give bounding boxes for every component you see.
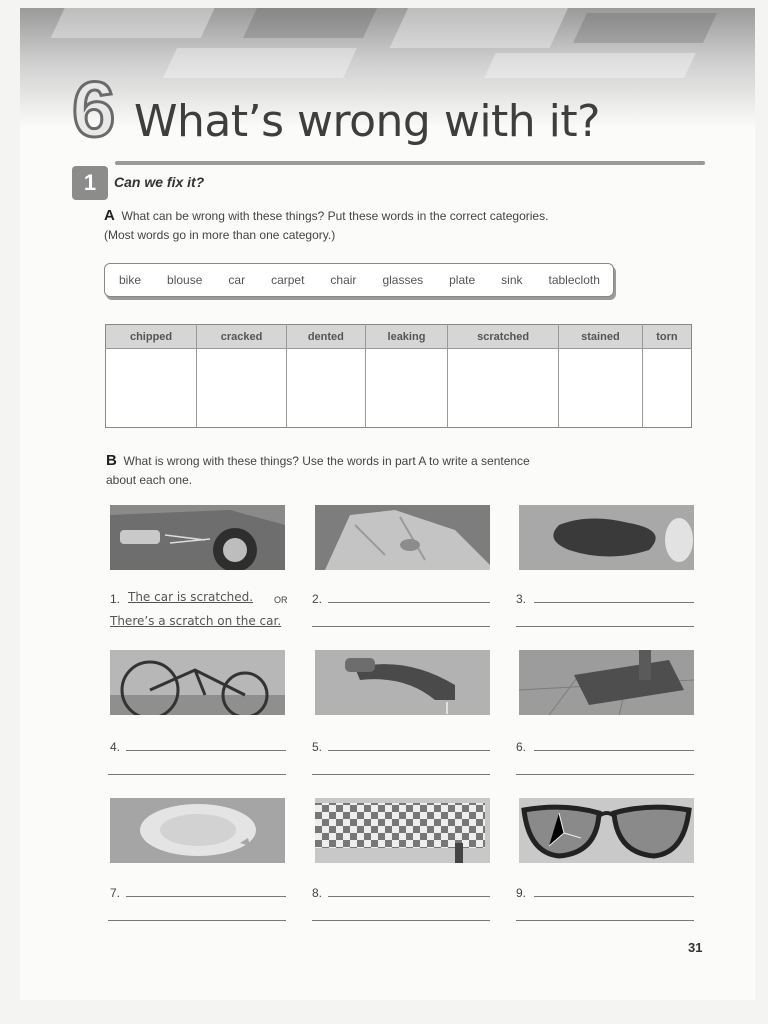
page-title: What’s wrong with it? (134, 96, 601, 147)
item-number: 8. (312, 886, 323, 900)
photo-broken-chair (519, 650, 694, 715)
category-answer-cell[interactable] (559, 349, 643, 428)
item-number: 9. (516, 886, 527, 900)
word-item: blouse (167, 273, 203, 287)
example-answer-1: The car is scratched. (128, 590, 254, 604)
answer-line[interactable] (108, 774, 286, 775)
category-header-row (106, 325, 692, 349)
answer-line[interactable] (328, 750, 490, 751)
workbook-page (20, 8, 755, 1000)
answer-line[interactable] (516, 626, 694, 627)
category-answer-cell[interactable] (197, 349, 287, 428)
category-header: scratched (448, 325, 559, 349)
part-b-line1: What is wrong with these things? Use the words in part A to write a sentence (123, 454, 530, 468)
answer-line[interactable] (534, 750, 694, 751)
category-header: leaking (365, 325, 447, 349)
word-item: plate (449, 273, 476, 287)
item-number: 3. (516, 592, 527, 606)
item-number: 2. (312, 592, 323, 606)
answer-line[interactable] (516, 920, 694, 921)
photo-stained-blouse (315, 505, 490, 570)
part-a-instructions (104, 206, 548, 245)
answer-line[interactable] (126, 896, 286, 897)
unit-number: 6 (72, 65, 116, 153)
category-answer-cell[interactable] (286, 349, 365, 428)
section-divider (115, 161, 705, 165)
example-or: OR (274, 595, 288, 605)
word-item: carpet (271, 273, 305, 287)
category-header: chipped (106, 325, 197, 349)
photo-scratched-car (110, 505, 285, 570)
photo-cracked-glasses (519, 798, 694, 863)
photo-bike (110, 650, 285, 715)
section-title: Can we fix it? (114, 174, 205, 190)
answer-line[interactable] (108, 920, 286, 921)
answer-line[interactable] (312, 626, 490, 627)
word-item: car (228, 273, 246, 287)
item-number: 5. (312, 740, 323, 754)
answer-line[interactable] (328, 602, 490, 603)
answer-line[interactable] (328, 896, 490, 897)
category-header: stained (559, 325, 643, 349)
part-b-line2: about each one. (106, 473, 193, 487)
word-item: tablecloth (548, 273, 600, 287)
photo-stained-carpet (519, 505, 694, 570)
category-header: torn (642, 325, 691, 349)
answer-line[interactable] (516, 774, 694, 775)
part-a-line2: (Most words go in more than one category.) (104, 228, 336, 242)
example-answer-2: There’s a scratch on the car. (110, 614, 282, 628)
photo-chipped-plate (110, 798, 285, 863)
category-answer-cell[interactable] (365, 349, 447, 428)
item-number: 1. (110, 592, 121, 606)
item-number: 6. (516, 740, 527, 754)
word-item: bike (119, 273, 142, 287)
part-b-letter: B (106, 452, 117, 469)
category-header: cracked (197, 325, 287, 349)
item-number: 4. (110, 740, 121, 754)
word-item: sink (501, 273, 523, 287)
answer-line[interactable] (534, 896, 694, 897)
answer-line[interactable] (534, 602, 694, 603)
word-item: chair (330, 273, 357, 287)
part-b-instructions (106, 451, 530, 490)
item-number: 7. (110, 886, 121, 900)
category-answer-row (106, 349, 692, 428)
photo-torn-tablecloth (315, 798, 490, 863)
section-number-badge: 1 (72, 166, 108, 200)
answer-line[interactable] (312, 774, 490, 775)
answer-line[interactable] (312, 920, 490, 921)
category-header: dented (286, 325, 365, 349)
page-number: 31 (688, 940, 703, 955)
part-a-line1: What can be wrong with these things? Put these words in the correct categories. (121, 209, 549, 223)
word-item: glasses (382, 273, 424, 287)
word-box (104, 263, 614, 297)
category-answer-cell[interactable] (448, 349, 559, 428)
part-a-letter: A (104, 207, 115, 224)
photo-leaking-tap (315, 650, 490, 715)
category-answer-cell[interactable] (106, 349, 197, 428)
category-answer-cell[interactable] (642, 349, 691, 428)
category-table (105, 324, 692, 428)
answer-line[interactable] (126, 750, 286, 751)
